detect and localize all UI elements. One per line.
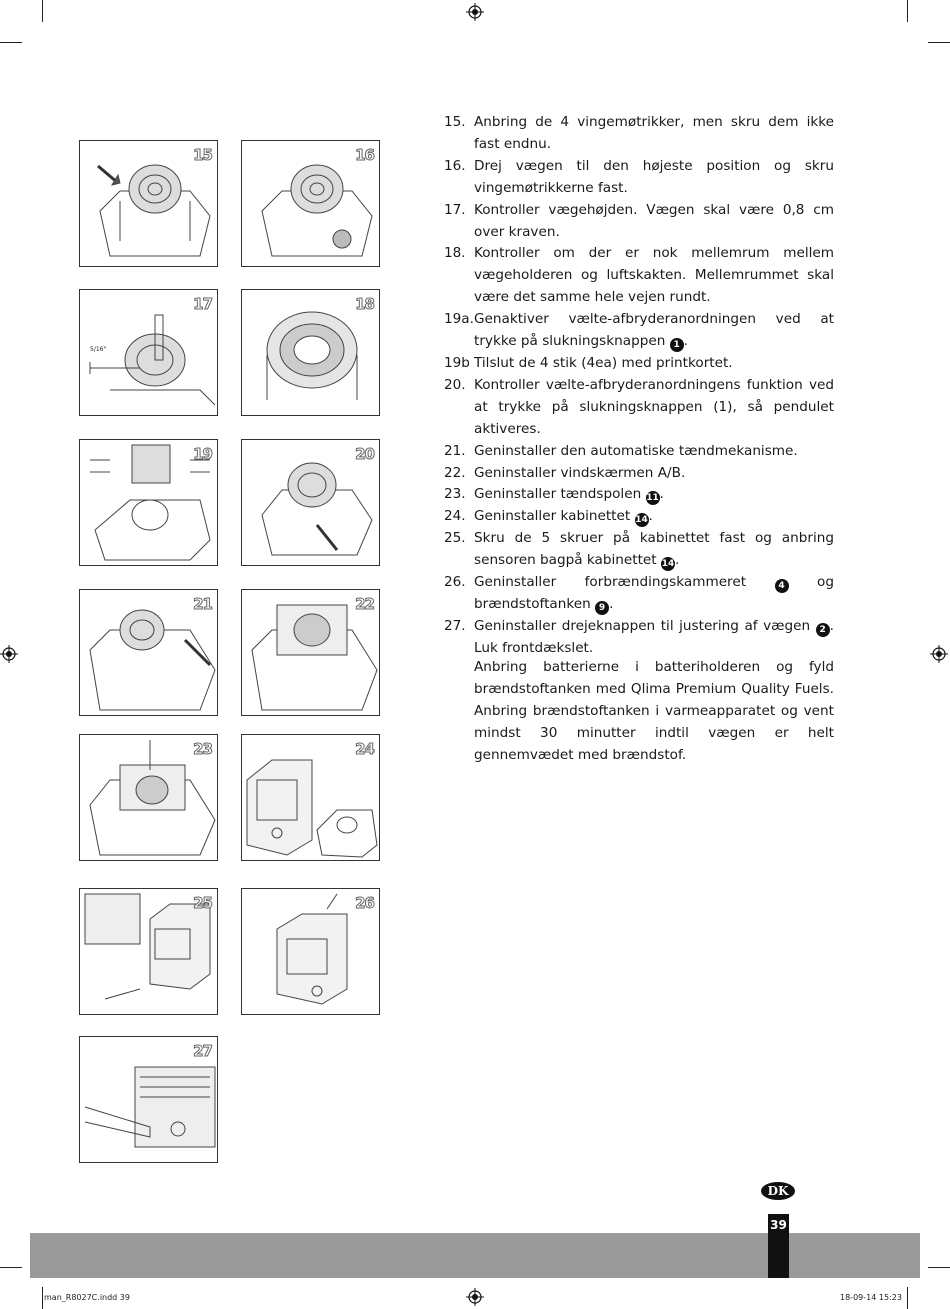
step-15: [444, 112, 834, 156]
figure-number: 26: [355, 894, 374, 912]
step-number: 21.: [444, 442, 466, 459]
step-26: [444, 572, 834, 616]
part-number-icon: 9: [595, 601, 609, 615]
figure-number: 27: [193, 1042, 212, 1060]
step-text-part: .: [609, 595, 614, 612]
step-text: Kontroller vælte-afbryderanordningens funktion ved at trykke på slukningsknappen (1), så pendulet aktiveres.: [474, 376, 834, 437]
figure-25: [79, 888, 218, 1015]
part-number-icon: 11: [646, 493, 659, 504]
step-text: Kontroller om der er nok mellemrum mellem vægeholderen og luftskakten. Mellemrummet skal være det samme hele vejen rundt.: [474, 245, 834, 306]
step-number: 19b: [444, 354, 470, 371]
crop-mark: [928, 1267, 950, 1268]
step-text: Anbring de 4 vingemøtrikker, men skru dem ikke fast endnu.: [474, 114, 834, 152]
step-number: 26.: [444, 574, 466, 591]
figure-number: 17: [193, 295, 212, 313]
figure-24: [241, 734, 380, 861]
step-text: [474, 484, 834, 506]
step-text: Geninstaller vindskærmen A/B.: [474, 464, 686, 481]
step-text-part: . Luk frontdækslet.: [474, 617, 834, 656]
crop-mark: [928, 42, 950, 43]
figure-number: 23: [193, 740, 212, 758]
figure-number: 22: [355, 595, 374, 613]
step-text-part: Genaktiver vælte-afbryderanordningen ved at trykke på slukningsknappen: [474, 311, 834, 350]
step-text-part: .: [648, 508, 653, 525]
registration-mark-icon: [466, 1288, 484, 1306]
step-number: 22.: [444, 464, 466, 481]
step-text: [474, 572, 834, 616]
figure-number: 24: [355, 740, 374, 758]
step-text-part: Geninstaller tændspolen: [474, 486, 646, 503]
crop-mark: [0, 42, 22, 43]
step-text: [474, 616, 834, 660]
page-number: 39: [770, 1218, 787, 1232]
figure-20: [241, 439, 380, 566]
step-text: Drej vægen til den højeste position og skru vingemøtrikkerne fast.: [474, 157, 834, 196]
step-number: 18.: [444, 245, 466, 262]
step-18: [444, 243, 834, 309]
step-number: 23.: [444, 486, 466, 503]
registration-mark-icon: [930, 645, 948, 663]
step-number: 19a.: [444, 311, 474, 328]
step-text: [474, 309, 834, 353]
fig17-measure-label: 5/16": [90, 346, 107, 353]
figure-18: [241, 289, 380, 416]
step-17: [444, 200, 834, 244]
figure-number: 21: [193, 595, 212, 613]
language-badge: DK: [761, 1182, 795, 1200]
figure-number: 18: [355, 295, 374, 313]
step-number: 17.: [444, 201, 466, 218]
step-text: [474, 528, 834, 572]
figure-number: 25: [193, 894, 212, 912]
crop-mark: [907, 0, 908, 22]
part-number-icon: 14: [635, 515, 648, 526]
registration-mark-icon: [466, 3, 484, 21]
step-text-part: Geninstaller forbrændingskammeret: [474, 574, 775, 591]
step-number: 24.: [444, 508, 466, 525]
figure-26: [241, 888, 380, 1015]
step-text: [474, 506, 834, 528]
figure-number: 20: [355, 445, 374, 463]
step-19b: [444, 353, 834, 375]
slug-filename: man_R8027C.indd 39: [44, 1293, 130, 1302]
step-27: [444, 616, 834, 660]
part-number-icon: 1: [670, 338, 684, 352]
part-number-icon: 2: [816, 623, 830, 637]
step-number: 16.: [444, 157, 466, 174]
step-text-part: .: [674, 552, 680, 569]
step-text-part: Skru de 5 skruer på kabinettet fast og anbring sensoren bagpå kabinettet: [474, 530, 834, 569]
figure-19: [79, 439, 218, 566]
step-text: Tilslut de 4 stik (4ea) med printkortet.: [474, 354, 733, 371]
step-22: [444, 463, 834, 485]
step-23: [444, 484, 834, 506]
step-number: 20.: [444, 376, 466, 393]
step-text: Geninstaller den automatiske tændmekanisme.: [474, 442, 798, 459]
figure-27: [79, 1036, 218, 1163]
figure-23: [79, 734, 218, 861]
step-25: [444, 528, 834, 572]
step-24: [444, 506, 834, 528]
step-text-part: Geninstaller drejeknappen til justering af vægen: [474, 617, 816, 634]
figure-number: 19: [193, 445, 212, 463]
registration-mark-icon: [0, 645, 18, 663]
figure-16: [241, 140, 380, 267]
step-text: Kontroller vægehøjden. Vægen skal være 0,8 cm over kraven.: [474, 201, 834, 240]
step-21: [444, 441, 834, 463]
figure-21: [79, 589, 218, 716]
slug-timestamp: 18-09-14 15:23: [840, 1293, 902, 1302]
part-number-icon: 14: [661, 559, 675, 570]
step-text-part: .: [683, 333, 688, 350]
step-text-part: og brændstoftanken: [474, 574, 834, 612]
figure-17: [79, 289, 218, 416]
crop-mark: [0, 1267, 22, 1268]
step-text-part: .: [659, 486, 664, 503]
step-number: 15.: [444, 114, 466, 130]
step-19a: [444, 309, 834, 353]
part-number-icon: 4: [775, 579, 789, 593]
crop-mark: [42, 1287, 43, 1309]
figure-number: 16: [355, 146, 374, 164]
step-16: [444, 156, 834, 200]
figure-15: [79, 140, 218, 267]
figure-22: [241, 589, 380, 716]
figure-number: 15: [193, 146, 212, 164]
step-20: [444, 375, 834, 441]
closing-paragraph: Anbring batterierne i batteriholderen og fyld brændstoftanken med Qlima Premium Quality Fuels. Anbring brændstoftanken i varmeapparatet og vent mindst 30 minutter indtil vægen er helt gennemvædet med brændstof.: [474, 659, 834, 763]
step-number: 27.: [444, 617, 466, 634]
crop-mark: [42, 0, 43, 22]
crop-mark: [907, 1287, 908, 1309]
step-number: 25.: [444, 530, 466, 547]
instruction-steps: [444, 112, 834, 660]
step-text-part: Geninstaller kabinettet: [474, 508, 635, 525]
